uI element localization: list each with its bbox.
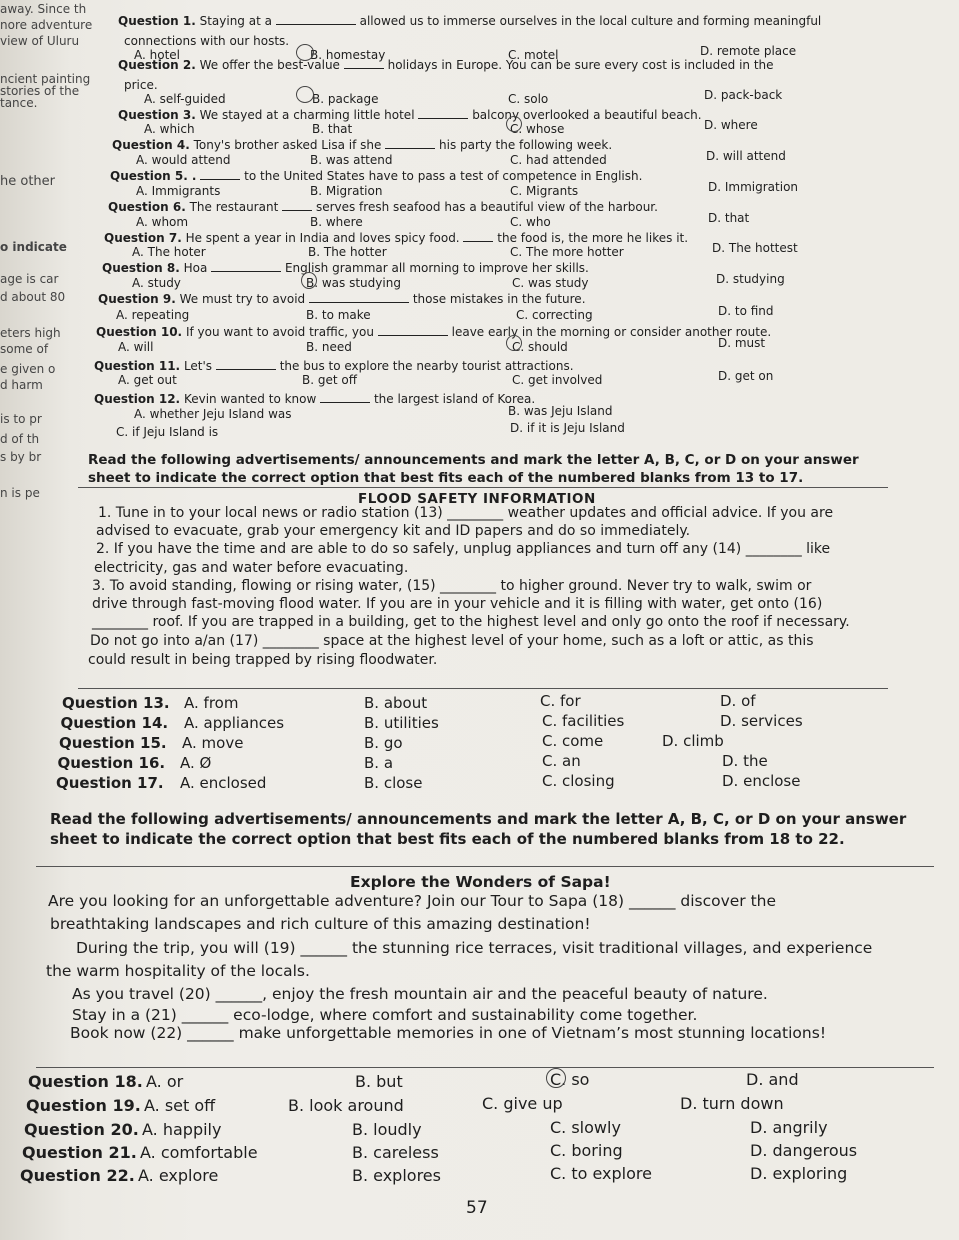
question-stem: The restaurant [189, 200, 279, 214]
question-number: Question 11. [94, 359, 181, 373]
question-stem: Let's [183, 359, 213, 373]
question-continuation: to the United States have to pass a test of competence in English. [244, 169, 643, 183]
question-22: Question 22. [20, 1166, 135, 1185]
answer-blank[interactable] [276, 12, 356, 25]
option-c: C. come [542, 732, 604, 750]
option-a: A. repeating [116, 308, 190, 322]
answer-circle-mark [506, 116, 522, 132]
option-b: B. get off [302, 373, 357, 387]
question-stem: We offer the best-value [199, 58, 340, 72]
option-c: C. whose [510, 122, 565, 136]
question-stem: He spent a year in India and loves spicy food. [185, 231, 460, 245]
sapa-title: Explore the Wonders of Sapa! [350, 873, 611, 891]
flood-title: FLOOD SAFETY INFORMATION [358, 491, 596, 507]
answer-circle-mark [296, 86, 314, 103]
question-12 [94, 390, 535, 406]
gutter-line: d about 80 [0, 290, 66, 304]
question-continuation: those mistakes in the future. [412, 292, 586, 306]
option-a: A. whom [136, 215, 189, 229]
sapa-line: Book now (22) ______ make unforgettable memories in one of Vietnam’s most stunning locations! [70, 1024, 827, 1042]
option-a: A. whether Jeju Island was [134, 407, 292, 421]
gutter-line: nore adventure [0, 18, 93, 32]
answer-circle-mark [506, 335, 522, 351]
option-c: C. Migrants [510, 184, 579, 198]
answer-blank[interactable] [216, 357, 276, 370]
question-8 [102, 259, 589, 275]
option-b: B. was Jeju Island [508, 404, 613, 418]
flood-line: 3. To avoid standing, flowing or rising water, (15) ________ to higher ground. Never try to walk, swim or [92, 578, 812, 594]
question-stem: Staying at a [199, 14, 272, 28]
option-c: C. an [542, 752, 581, 770]
sapa-line: breathtaking landscapes and rich culture of this amazing destination! [50, 915, 591, 933]
option-d: D. angrily [750, 1118, 828, 1137]
option-d: D. The hottest [712, 241, 798, 255]
page-number: 57 [466, 1198, 488, 1218]
sapa-line: As you travel (20) ______, enjoy the fresh mountain air and the peaceful beauty of nature. [72, 985, 768, 1003]
question-2 [118, 56, 774, 72]
option-d: D. must [718, 336, 766, 350]
gutter-line: e given o [0, 362, 56, 376]
instructions-13-17-line2: sheet to indicate the correct option that best fits each of the numbered blanks from 13 to 17. [88, 470, 804, 486]
option-b: B. was studying [306, 276, 401, 290]
option-b: B. where [310, 215, 363, 229]
option-d: D. where [704, 118, 758, 132]
answer-blank[interactable] [200, 167, 240, 180]
option-b: B. about [364, 694, 428, 712]
sapa-line: Are you looking for an unforgettable adventure? Join our Tour to Sapa (18) ______ discover the [48, 892, 777, 910]
gutter-line: d harm [0, 378, 43, 392]
sapa-line: During the trip, you will (19) ______ the stunning rice terraces, visit traditional villages, and experience [76, 939, 873, 957]
question-number: Question 2. [118, 58, 196, 72]
option-a: A. comfortable [140, 1143, 258, 1162]
answer-blank[interactable] [385, 136, 435, 149]
option-c: C. motel [508, 48, 559, 62]
gutter-line: eters high [0, 326, 61, 340]
question-10 [96, 323, 771, 339]
flood-line: 2. If you have the time and are able to do so safely, unplug appliances and turn off any (14) ________ like [96, 541, 831, 557]
gutter-line: some of [0, 342, 49, 356]
option-a: A. hotel [134, 48, 180, 62]
option-c: C. give up [482, 1094, 563, 1113]
option-a: A. get out [118, 373, 177, 387]
option-b: B. explores [352, 1166, 441, 1185]
question-number: Question 6. [108, 200, 186, 214]
question-continuation: holidays in Europe. You can be sure every cost is included in the [387, 58, 774, 72]
option-d: D. enclose [722, 772, 801, 790]
option-b: B. careless [352, 1143, 439, 1162]
question-6 [108, 198, 658, 214]
option-d: D. that [708, 211, 750, 225]
question-stem: If you want to avoid traffic, you [185, 325, 374, 339]
option-b: B. but [355, 1072, 403, 1091]
question-18: Question 18. [28, 1072, 143, 1091]
question-5 [110, 167, 642, 183]
question-stem: Kevin wanted to know [183, 392, 317, 406]
answer-blank[interactable] [344, 56, 384, 69]
gutter-line: age is car [0, 272, 59, 286]
option-a: A. The hoter [132, 245, 206, 259]
option-c: C. should [512, 340, 568, 354]
option-d: D. services [720, 712, 803, 730]
gutter-line: ncient painting [0, 72, 91, 86]
question-continuation: the food is, the more he likes it. [497, 231, 689, 245]
gutter-line: stories of the [0, 84, 80, 98]
sapa-line: the warm hospitality of the locals. [46, 962, 310, 980]
answer-blank[interactable] [309, 290, 409, 303]
option-a: A. set off [144, 1096, 216, 1115]
question-20: Question 20. [24, 1120, 139, 1139]
option-a: A. self-guided [144, 92, 226, 106]
option-b: B. loudly [352, 1120, 422, 1139]
instructions-18-22-line1: Read the following advertisements/ announcements and mark the letter A, B, C, or D on your answer [50, 810, 907, 828]
question-13: Question 13. [62, 694, 170, 712]
answer-blank[interactable] [463, 229, 493, 242]
option-a: A. explore [138, 1166, 219, 1185]
question-continuation: leave early in the morning or consider another route. [451, 325, 772, 339]
option-d: D. remote place [700, 44, 797, 58]
option-a: A. study [132, 276, 181, 290]
option-b: B. homestay [310, 48, 386, 62]
answer-blank[interactable] [282, 198, 312, 211]
question-continuation: the largest island of Korea. [373, 392, 536, 406]
option-c: C. to explore [550, 1164, 652, 1183]
option-d: D. and [746, 1070, 799, 1089]
option-b: B. to make [306, 308, 371, 322]
option-d: D. of [720, 692, 756, 710]
question-continuation: serves fresh seafood has a beautiful view of the harbour. [315, 200, 658, 214]
question-number: Question 5. . [110, 169, 197, 183]
option-d: D. if it is Jeju Island [510, 421, 625, 435]
question-16: Question 16. [57, 754, 166, 772]
option-d: D. exploring [750, 1164, 848, 1183]
gutter-line: away. Since th [0, 2, 87, 16]
option-c: C. if Jeju Island is [116, 425, 219, 439]
option-b: B. a [364, 754, 394, 772]
option-c: C. who [510, 215, 551, 229]
option-a: A. from [184, 694, 239, 712]
option-a: A. move [182, 734, 244, 752]
option-a: A. or [146, 1072, 184, 1091]
question-9 [98, 290, 586, 306]
option-b: B. was attend [310, 153, 393, 167]
gutter-line: tance. [0, 96, 38, 110]
option-c: C. was study [512, 276, 589, 290]
option-d: D. climb [662, 732, 724, 750]
flood-line: advised to evacuate, grab your emergency kit and ID papers and do so immediately. [96, 523, 691, 539]
option-a: A. would attend [136, 153, 231, 167]
gutter-line: n is pe [0, 486, 40, 500]
question-number: Question 12. [94, 392, 181, 406]
option-b: B. need [306, 340, 352, 354]
gutter-line: he other [0, 174, 56, 189]
question-stem: We must try to avoid [179, 292, 306, 306]
question-1 [118, 12, 821, 28]
answer-circle-mark [301, 272, 317, 289]
instructions-13-17-line1: Read the following advertisements/ announcements and mark the letter A, B, C, or D on your answer [88, 452, 859, 468]
option-a: A. enclosed [180, 774, 267, 792]
question-11 [94, 357, 574, 373]
question-stem: Tony's brother asked Lisa if she [193, 138, 382, 152]
question-stem-line2: connections with our hosts. [124, 34, 290, 48]
flood-line: Do not go into a/an (17) ________ space at the highest level of your home, such as a loft or attic, as this [90, 633, 814, 649]
question-continuation: the bus to explore the nearby tourist attractions. [279, 359, 574, 373]
option-c: C. solo [508, 92, 549, 106]
answer-circle-mark [546, 1068, 566, 1088]
sapa-line: Stay in a (21) ______ eco-lodge, where comfort and sustainability come together. [72, 1006, 698, 1024]
question-21: Question 21. [22, 1143, 137, 1162]
option-d: D. the [722, 752, 768, 770]
question-number: Question 10. [96, 325, 183, 339]
option-b: B. utilities [364, 714, 439, 732]
question-number: Question 1. [118, 14, 196, 28]
question-stem: We stayed at a charming little hotel [199, 108, 415, 122]
question-number: Question 8. [102, 261, 180, 275]
option-a: A. which [144, 122, 195, 136]
option-c: C. boring [550, 1141, 623, 1160]
option-b: B. package [312, 92, 379, 106]
flood-line: 1. Tune in to your local news or radio station (13) ________ weather updates and official advice. If you are [98, 505, 834, 521]
answer-circle-mark [296, 44, 314, 61]
question-14: Question 14. [60, 714, 169, 732]
option-c: C. slowly [550, 1118, 621, 1137]
question-3 [118, 106, 702, 122]
answer-blank[interactable] [378, 323, 448, 336]
flood-line: drive through fast-moving flood water. If you are in your vehicle and it is filling with water, get onto (16) [92, 596, 823, 612]
question-number: Question 3. [118, 108, 196, 122]
question-number: Question 9. [98, 292, 176, 306]
instructions-18-22-line2: sheet to indicate the correct option that best fits each of the numbered blanks from 18 to 22. [50, 830, 845, 848]
question-stem-line2: price. [124, 78, 158, 92]
answer-blank[interactable] [320, 390, 370, 403]
gutter-line: is to pr [0, 412, 42, 426]
question-continuation: balcony overlooked a beautiful beach. [472, 108, 702, 122]
question-number: Question 4. [112, 138, 190, 152]
option-d: D. get on [718, 369, 774, 383]
option-b: B. close [364, 774, 423, 792]
option-a: A. will [118, 340, 154, 354]
question-15: Question 15. [59, 734, 167, 752]
option-c: C. had attended [510, 153, 607, 167]
option-b: B. look around [288, 1096, 404, 1115]
option-a: A. appliances [184, 714, 285, 732]
option-d: D. dangerous [750, 1141, 858, 1160]
option-b: B. that [312, 122, 353, 136]
gutter-line: d of th [0, 432, 40, 446]
option-c: C. closing [542, 772, 615, 790]
option-d: D. to find [718, 304, 774, 318]
flood-line: could result in being trapped by rising floodwater. [88, 652, 438, 668]
answer-blank[interactable] [418, 106, 468, 119]
option-d: D. will attend [706, 149, 786, 163]
option-d: D. turn down [680, 1094, 784, 1113]
question-number: Question 7. [104, 231, 182, 245]
option-a: A. Immigrants [136, 184, 221, 198]
question-19: Question 19. [26, 1096, 141, 1115]
option-c: C. The more hotter [510, 245, 624, 259]
option-c: C. facilities [542, 712, 625, 730]
question-stem: Hoa [183, 261, 208, 275]
option-a: A. happily [142, 1120, 222, 1139]
question-17: Question 17. [56, 774, 164, 792]
option-b: B. The hotter [308, 245, 387, 259]
previous-page-edge [0, 0, 95, 500]
question-4 [112, 136, 612, 152]
option-c: C. for [540, 692, 581, 710]
gutter-line: s by br [0, 450, 42, 464]
question-7 [104, 229, 688, 245]
option-c: C. so [550, 1070, 590, 1089]
option-a: A. Ø [180, 754, 212, 772]
option-d: D. studying [716, 272, 785, 286]
flood-line: electricity, gas and water before evacuating. [94, 560, 409, 576]
gutter-line: view of Uluru [0, 34, 80, 48]
option-c: C. get involved [512, 373, 603, 387]
option-c: C. correcting [516, 308, 593, 322]
option-d: D. pack-back [704, 88, 783, 102]
question-continuation: allowed us to immerse ourselves in the local culture and forming meaningful [359, 14, 822, 28]
option-d: D. Immigration [708, 180, 799, 194]
question-continuation: his party the following week. [439, 138, 613, 152]
question-continuation: English grammar all morning to improve her skills. [284, 261, 589, 275]
answer-blank[interactable] [211, 259, 281, 272]
flood-line: ________ roof. If you are trapped in a building, get to the highest level and only go onto the roof if necessary. [92, 614, 850, 630]
gutter-line: o indicate [0, 240, 67, 254]
option-b: B. Migration [310, 184, 383, 198]
option-b: B. go [364, 734, 403, 752]
